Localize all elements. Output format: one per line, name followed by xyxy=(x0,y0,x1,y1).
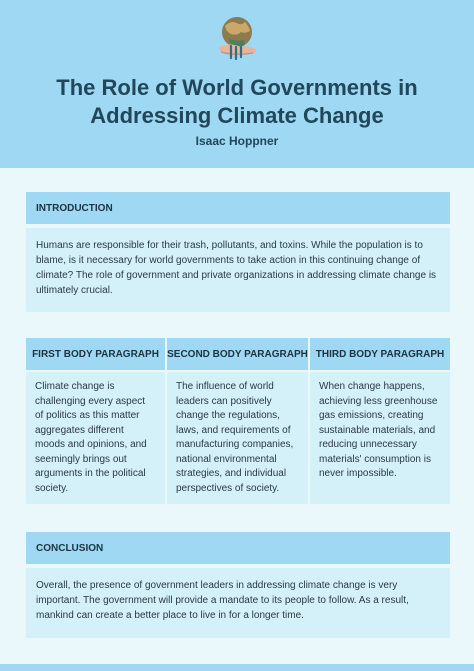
page-title xyxy=(0,74,474,130)
header-banner xyxy=(0,0,474,168)
footer-bar xyxy=(0,664,474,671)
introduction-heading: INTRODUCTION xyxy=(26,192,450,224)
conclusion-heading: CONCLUSION xyxy=(26,532,450,564)
title-line-2: Addressing Climate Change xyxy=(90,103,384,128)
first-body-heading: FIRST BODY PARAGRAPH xyxy=(26,338,165,370)
third-body-text: When change happens, achieving less greenhouse gas emissions, creating sustainable materials, and reducing unnecessary materials' consumption is never impossible. xyxy=(310,372,450,504)
third-body-heading: THIRD BODY PARAGRAPH xyxy=(310,338,450,370)
earth-in-hand-icon xyxy=(215,14,261,60)
second-body-heading: SECOND BODY PARAGRAPH xyxy=(167,338,308,370)
conclusion-text: Overall, the presence of government leaders in addressing climate change is very important. The government will provide a mandate to its people to follow. As a result, mankind can create a better place to live in for a longer time. xyxy=(26,568,450,638)
first-body-text: Climate change is challenging every aspect of politics as this matter aggregates different moods and opinions, and seemingly brings out arguments in the political society. xyxy=(26,372,165,504)
author-name: Isaac Hoppner xyxy=(195,134,279,148)
introduction-text: Humans are responsible for their trash, pollutants, and toxins. While the population is to blame, is it necessary for world governments to take action in this continuing change of climate? The role of government and private organizations in addressing climate change is ultimately crucial. xyxy=(26,228,450,312)
second-body-text: The influence of world leaders can positively change the regulations, laws, and requirements of manufacturing companies, national environmental strategies, and individual perspectives of society. xyxy=(167,372,308,504)
title-line-1: The Role of World Governments in xyxy=(56,75,418,100)
